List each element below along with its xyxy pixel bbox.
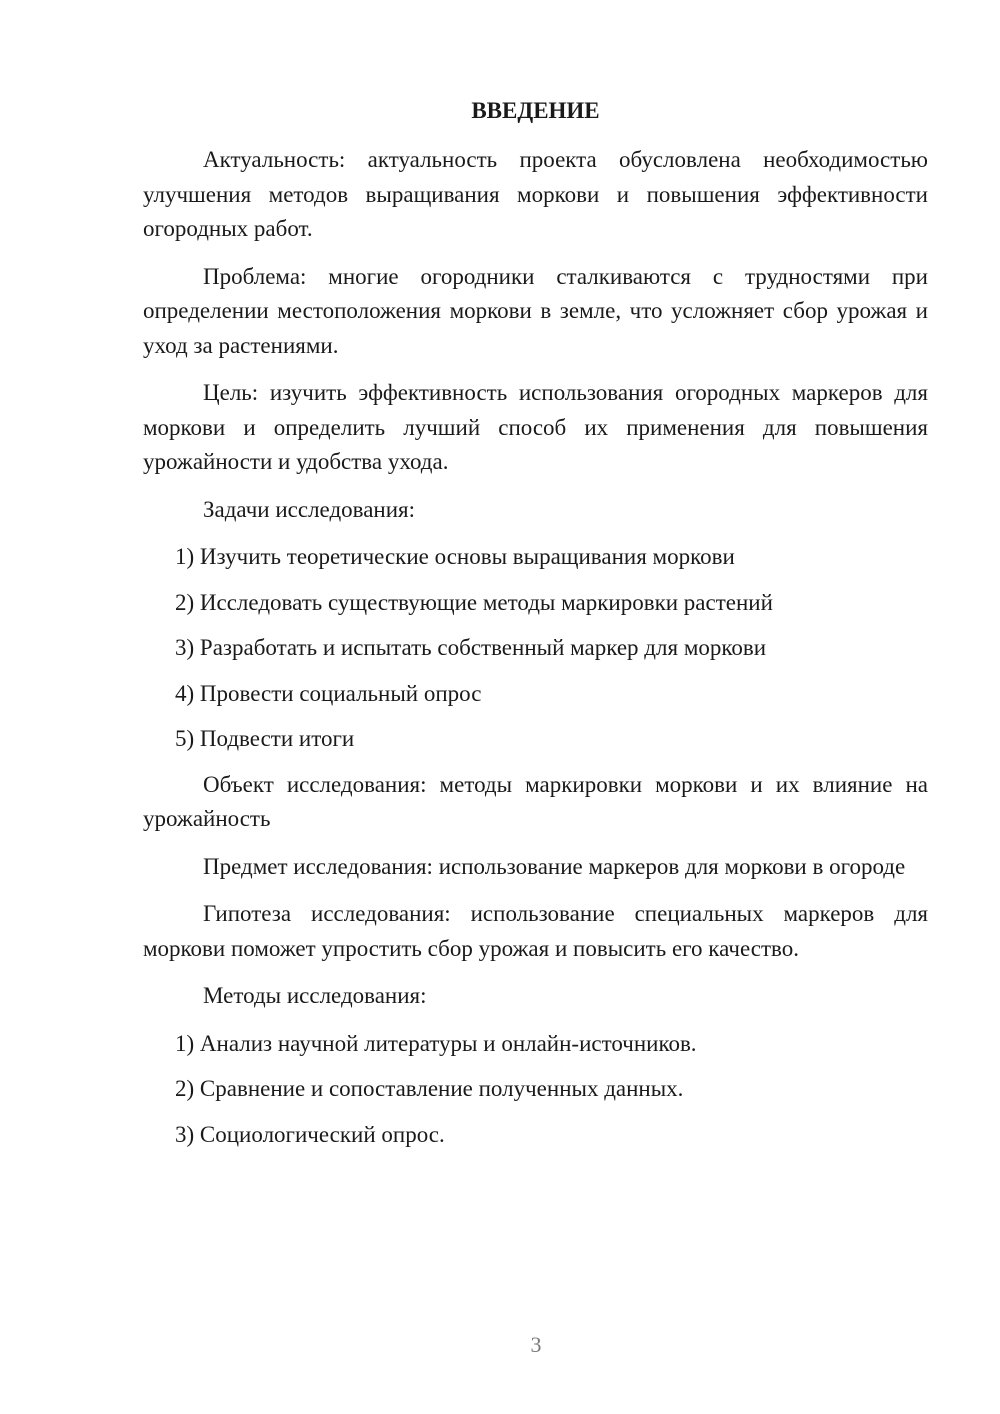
task-item-1: 1) Изучить теоретические основы выращивания моркови [175, 544, 735, 569]
task-item-5: 5) Подвести итоги [175, 726, 355, 751]
methods-label: Методы исследования: [203, 983, 427, 1008]
problem-paragraph: Проблема: многие огородники сталкиваются с трудностями при определении местоположения моркови в земле, что усложняет сбор урожая и уход за растениями. [143, 263, 928, 358]
task-item-3: 3) Разработать и испытать собственный маркер для моркови [175, 635, 767, 660]
tasks-label: Задачи исследования: [203, 496, 416, 522]
task-item-4: 4) Провести социальный опрос [175, 680, 482, 706]
goal-paragraph: Цель: изучить эффективность использования огородных маркеров для моркови и определить лучший способ их применения для повышения урожайности и удобства ухода. [143, 380, 928, 474]
relevance-paragraph: Актуальность: актуальность проекта обусловлена необходимостью улучшения методов выращивания моркови и повышения эффективности огородных работ. [143, 147, 928, 241]
methods-list [143, 1027, 928, 1153]
page-content [143, 94, 928, 1163]
method-item-3: 3) Социологический опрос. [175, 1121, 445, 1147]
method-item-2: 2) Сравнение и сопоставление полученных данных. [175, 1076, 684, 1101]
page-number: 3 [530, 1332, 542, 1357]
tasks-list [143, 540, 928, 757]
method-item-1: 1) Анализ научной литературы и онлайн-источников. [175, 1030, 697, 1056]
task-item-2: 2) Исследовать существующие методы маркировки растений [175, 589, 773, 615]
object-paragraph: Объект исследования: методы маркировки моркови и их влияние на урожайность [143, 771, 928, 831]
hypothesis-paragraph: Гипотеза исследования: использование специальных маркеров для моркови поможет упростить сбор урожая и повысить его качество. [143, 901, 928, 961]
section-heading: ВВЕДЕНИЕ [471, 98, 600, 123]
subject-paragraph: Предмет исследования: использование маркеров для моркови в огороде [203, 853, 906, 879]
